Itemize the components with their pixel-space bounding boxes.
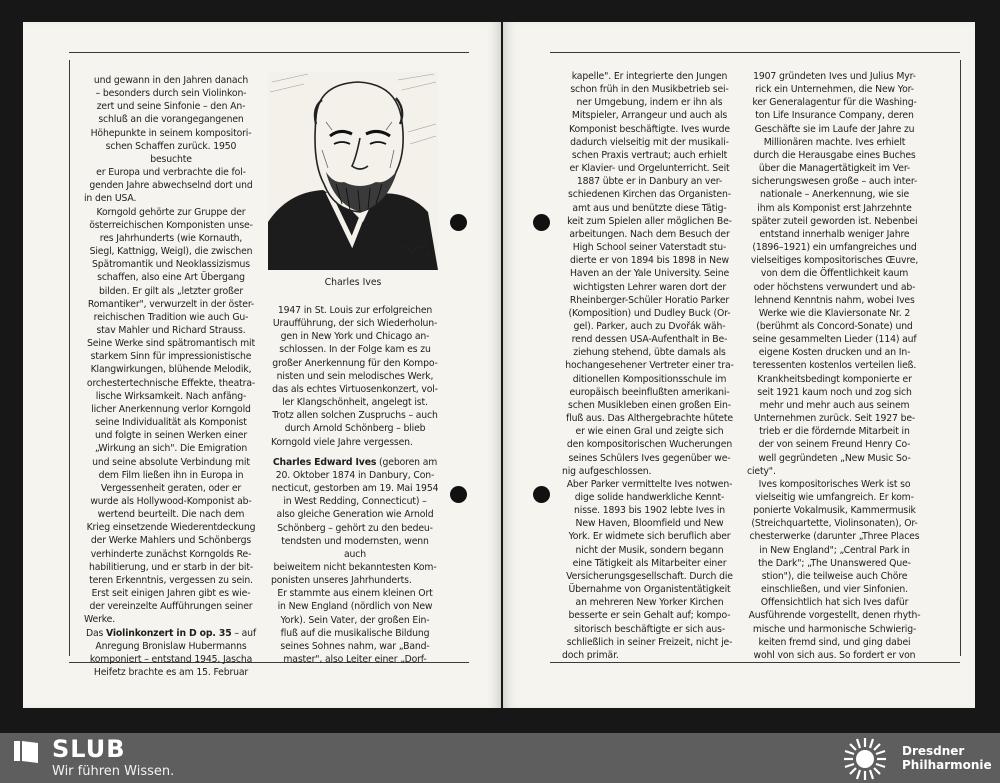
text-line: und folgte in seinen Werken einer	[94, 430, 248, 442]
text-line: ton Life Insurance Company, deren	[755, 110, 914, 122]
text-line: er Klavier- und Orgelunterricht. Seit	[569, 163, 730, 175]
text-line: licher Anerkennung verlor Korngold	[91, 403, 251, 415]
top-rule-left	[69, 52, 469, 53]
text-line: (Komposition) und Dudley Buck (Or-	[568, 307, 731, 319]
text-line: Aber Parker vermittelte Ives notwen-	[566, 478, 733, 490]
text-line: seines Schülers Ives gegenüber we-	[568, 452, 731, 464]
text-line: Korngold viele Jahre vergessen.	[271, 436, 413, 448]
text-line: nationale – Anerkennung, wie sie	[759, 189, 910, 201]
text-line: der Werke Mahlers und Schönbergs	[90, 535, 252, 547]
text-line: und seine absolute Verbindung mit	[92, 456, 250, 468]
text-line: habilitierung, und er starb in der bit-	[88, 561, 254, 573]
text-line: seines Sohnes nahm, war „Band-	[280, 640, 430, 652]
text-line: 1907 gründeten Ives und Julius Myr-	[753, 71, 916, 82]
text-line: Rheinberger-Schüler Horatio Parker	[569, 294, 730, 306]
text-column-2	[271, 304, 439, 664]
text-line: nisse. 1893 bis 1902 lebte Ives in	[574, 505, 725, 517]
text-line: fluß auf die musikalische Bildung	[280, 627, 430, 639]
text-line: entstand innerhalb weniger Jahre	[759, 228, 910, 240]
top-rule-right	[550, 52, 960, 53]
text-line: durch die Herausgabe eines Buches	[753, 149, 916, 161]
text-line: chesterwerke (darunter „Three Places	[749, 531, 920, 543]
text-line: Charles Edward Ives (geboren am	[272, 456, 438, 468]
text-line: well gegründeten „New Music So-	[758, 452, 911, 464]
slub-tagline: Wir führen Wissen.	[52, 764, 175, 779]
outer-rule-left	[69, 60, 70, 656]
charles-ives-portrait	[268, 72, 438, 270]
text-line: Heifetz brachte es am 15. Februar	[93, 667, 249, 679]
text-line: Ausführende vorgestellt, denen rhyth-	[748, 610, 921, 622]
text-line: eine Tätigkeit als Mitarbeiter einer	[572, 557, 727, 569]
dresdner-philharmonie-name: Dresdner Philharmonie	[902, 744, 992, 772]
text-line: der von seinem Freund Henry Co-	[758, 439, 911, 451]
text-line: Vergessenheit geraten, oder er	[100, 482, 242, 494]
text-line: er wie einen Gral und zeigte sich	[575, 426, 724, 438]
text-line: schen Schaffen zurück. 1950 besuchte	[105, 140, 237, 165]
text-line: necticut, gestorben am 19. Mai 1954	[271, 483, 439, 495]
punch-hole-right-upper	[533, 214, 550, 231]
text-line: Ives kompositorisches Werk ist so	[758, 478, 911, 490]
text-line: schlossen. In der Folge kam es zu	[279, 344, 431, 356]
paragraph-gap	[271, 449, 439, 456]
text-column-3	[562, 70, 737, 664]
text-line: Mitspieler, Arrangeur und auch als	[571, 110, 728, 122]
text-line: ponisten unseres Jahrhunderts.	[271, 575, 412, 587]
text-line: ziehung stehend, übte damals als	[573, 347, 726, 359]
text-line: verhinderte zunächst Korngolds Re-	[90, 548, 252, 560]
dresdner-philharmonie-sun-icon	[842, 736, 888, 782]
text-line: zert und seine Sinfonie – den An-	[96, 101, 246, 113]
punch-hole-right-lower	[533, 486, 550, 503]
text-line: europäisch beeinflußten amerikani-	[569, 386, 730, 398]
text-line: wertend beurteilt. Die nach dem	[97, 509, 245, 521]
text-line: besserte er sein Gehalt auf; kompo-	[568, 610, 731, 622]
text-line: mehr und mehr auch aus seinem	[759, 399, 910, 411]
text-line: in den USA.	[84, 193, 137, 205]
text-line: Haven an der Yale University. Seine	[569, 268, 730, 280]
text-line: hochangesehener Vertreter einer tra-	[565, 360, 734, 372]
text-line: seine Individualität als Komponist	[95, 417, 247, 429]
text-line: (1896–1921) ein umfangreiches und	[752, 242, 917, 254]
text-line: nicht der Musik, sondern begann	[575, 544, 724, 556]
text-line: ditionellen Kompositionsschule im	[572, 373, 727, 385]
text-line: ler Klangschönheit, angelegt ist.	[282, 397, 428, 409]
text-line: Werke.	[84, 614, 116, 626]
text-line: starkem Sinn für impressionistische	[90, 351, 252, 363]
text-line: schaffen, also eine Art Übergang	[97, 272, 245, 284]
text-line: Offensichtlich hat sich Ives dafür	[760, 597, 909, 609]
text-line: das als echtes Virtuosenkonzert, vol-	[272, 383, 438, 395]
text-line: vielseitiges kompositorisches Œuvre,	[750, 255, 919, 267]
text-line: New Haven, Bloomfield und New	[575, 518, 724, 530]
text-column-4	[747, 70, 922, 664]
text-line: stav Mahler und Richard Strauss.	[96, 324, 246, 336]
text-line: York. Er widmete sich beruflich aber	[568, 531, 731, 543]
text-line: ciety".	[747, 465, 776, 477]
text-line: Siegl, Kattnigg, Weigl), die zwischen	[89, 246, 253, 258]
text-line: stion"), die teilweise auch Chöre	[761, 570, 908, 582]
text-line: dierte er von 1894 bis 1898 in New	[569, 255, 729, 267]
text-line: Spätromantik und Neoklassizismus	[92, 259, 250, 271]
text-line: Versicherungsgesellschaft. Durch die	[566, 570, 733, 582]
text-line: österreichischen Komponisten unse-	[89, 219, 253, 231]
text-line: schließlich in seiner Freizeit, nicht je-	[566, 636, 733, 648]
text-line: rend dessen USA-Aufenthalt in Be-	[571, 334, 728, 346]
text-line: Er stammte aus einem kleinen Ort	[277, 588, 433, 600]
text-line: ihm als Komponist erst Jahrzehnte	[757, 202, 912, 214]
text-line: Romantiker", verwurzelt in der öster-	[87, 298, 255, 310]
text-line: nig aufgeschlossen.	[562, 465, 652, 477]
text-line: lehnend Kenntnis nahm, wobei Ives	[754, 294, 915, 306]
text-line: Höhepunkte in seinem kompositori-	[90, 127, 252, 139]
text-line: also gleiche Generation wie Arnold	[276, 509, 434, 521]
text-line: 1887 übte er in Danbury an ver-	[576, 176, 723, 188]
text-line: amt aus und benützte diese Tätig-	[572, 202, 727, 214]
slub-book-icon	[12, 738, 42, 764]
text-line: kapelle". Er integrierte den Jungen	[571, 71, 728, 82]
outer-rule-right	[960, 60, 961, 656]
text-line: nisten und sein melodisches Werk,	[276, 370, 434, 382]
text-line: den kompositorischen Wucherungen	[566, 439, 733, 451]
text-line: Das Violinkonzert in D op. 35 – auf	[85, 627, 257, 639]
text-line: in New England (nördlich von New	[277, 601, 433, 613]
text-line: the Dark"; „The Unanswered Que-	[758, 557, 911, 569]
portrait-drawing	[268, 72, 438, 270]
text-line: 1947 in St. Louis zur erfolgreichen	[277, 305, 433, 316]
text-column-1	[84, 74, 258, 679]
text-line: genden Jahre abwechselnd dort und	[89, 180, 253, 192]
text-line: master", also Leiter einer „Dorf-	[283, 654, 427, 666]
text-line: – besonders durch sein Violinkon-	[95, 88, 247, 100]
text-line: bilden. Er gilt als „letzter großer	[98, 285, 244, 297]
text-line: und gewann in den Jahren danach	[93, 75, 249, 86]
text-line: fluß aus. Das Althergebrachte hütete	[566, 413, 733, 425]
text-line: teressenten kostenlos verteilen ließ.	[752, 360, 917, 372]
text-line: in New England"; „Central Park in	[759, 544, 910, 556]
text-line: Schönberg – gehört zu den bedeu-	[277, 522, 433, 534]
text-line: trieb er die fördernde Mitarbeit in	[759, 426, 910, 438]
text-line: Krieg einsetzende Wiederentdeckung	[86, 522, 256, 534]
text-line: Uraufführung, der sich Wiederholun-	[272, 318, 438, 330]
punch-hole-left-upper	[450, 214, 467, 231]
text-line: reichischen Tradition wie auch Gu-	[93, 311, 249, 323]
text-line: arbeitungen. Nach dem Besuch der	[569, 228, 730, 240]
text-line: Millionären machte. Ives erhielt	[763, 136, 906, 148]
text-line: keiten fremd sind, und ging dabei	[758, 636, 911, 648]
text-line: wurde als Hollywood-Komponist ab-	[90, 496, 252, 507]
text-line: dadurch vielseitig mit der musikali-	[570, 136, 729, 148]
punch-hole-left-lower	[450, 486, 467, 503]
text-line: Anregung Bronislaw Hubermanns	[95, 640, 247, 652]
text-line: Korngold gehörte zur Gruppe der	[96, 206, 246, 218]
text-line: dige solide handwerkliche Kennt-	[574, 492, 725, 503]
text-line: ner Umgebung, indem er ihn als	[576, 97, 723, 109]
text-line: schon früh in den Musikbetrieb sei-	[570, 84, 729, 96]
text-line: ponierte Vokalmusik, Kammermusik	[753, 505, 916, 517]
text-line: vielseitig wie umfangreich. Er kom-	[755, 492, 914, 503]
text-line: schiedenen Kirchen das Organisten-	[568, 189, 731, 201]
text-line: Klangwirkungen, blühende Melodik,	[90, 364, 252, 376]
text-line: Geschäfte sie im Laufe der Jahre zu	[754, 123, 915, 135]
text-line: in West Redding, Connecticut) –	[283, 496, 427, 508]
text-line: Werke wie die Klaviersonate Nr. 2	[758, 307, 911, 319]
text-line: oder höchstens verwundert und ab-	[753, 281, 916, 293]
text-line: später zuteil geworden ist. Nebenbei	[751, 215, 918, 227]
text-line: orchestertechnische Effekte, theatra-	[86, 377, 256, 389]
text-line: er Europa und verbrachte die fol-	[96, 167, 246, 179]
text-line: „Wirkung an sich". Die Emigration	[94, 443, 248, 455]
text-line: Unternehmen zurück. Seit 1927 be-	[753, 413, 916, 425]
text-line: sicherungswesen große – auch inter-	[751, 176, 918, 188]
text-line: Trotz allen solchen Zuspruchs – auch	[272, 410, 438, 422]
portrait-caption: Charles Ives	[324, 277, 382, 288]
text-line: Krankheitsbedingt komponierte er	[757, 373, 912, 385]
slub-name: SLUB	[52, 735, 126, 763]
text-line: schen Musikleben einen großen Ein-	[568, 399, 731, 411]
text-line: seit 1921 kaum noch und zog sich	[757, 386, 912, 398]
text-line: gen in New York und Chicago an-	[280, 331, 430, 343]
text-line: res Jahrhunderts (wie Kornauth,	[99, 232, 243, 244]
text-line: wichtigsten Lehrer waren dort der	[572, 281, 727, 293]
text-line: lische Wirksamkeit. Nach anfäng-	[95, 390, 247, 402]
text-line: der vereinzelte Aufführungen seiner	[89, 601, 253, 613]
text-line: sitorisch beschäftigte er sich aus-	[573, 623, 726, 635]
text-line: über die Managertätigkeit im Ver-	[758, 163, 911, 175]
text-line: gel). Parker, auch zu Dvořák wäh-	[573, 320, 726, 332]
text-line: doch primär.	[562, 649, 619, 661]
text-line: keit zum Spielen aller möglichen Be-	[567, 215, 732, 227]
text-line: Seine Werke sind spätromantisch mit	[87, 338, 255, 350]
text-line: (Streichquartette, Violinsonaten), Or-	[751, 518, 918, 530]
text-line: High School seiner Vaterstadt stu-	[572, 242, 727, 254]
text-line: großer Anerkennung für den Kompo-	[272, 357, 438, 369]
text-line: teren Erkenntnis, vergessen zu sein.	[89, 574, 253, 586]
text-line: tendsten und modernsten, wenn auch	[281, 535, 429, 560]
text-line: komponiert – entstand 1945. Jascha	[89, 653, 253, 665]
text-line: an mehreren New Yorker Kirchen	[575, 597, 724, 609]
text-line: dem Film ließen ihn in Europa in	[98, 469, 244, 481]
text-line: 20. Oktober 1874 in Danbury, Con-	[275, 469, 435, 481]
text-line: beiweitem nicht bekanntesten Kom-	[273, 561, 437, 573]
text-line: mische und harmonische Schwierig-	[752, 623, 917, 635]
text-line: Erst seit einigen Jahren gibt es wie-	[91, 588, 251, 600]
footer-bar	[0, 733, 1000, 783]
text-line: durch Arnold Schönberg – blieb	[284, 423, 426, 435]
text-line: York). Sein Vater, der großen Ein-	[280, 614, 430, 626]
text-line: ker Generalagentur für die Washing-	[752, 97, 917, 109]
text-line: Komponist beschäftigte. Ives wurde	[568, 123, 730, 135]
text-line: schluß an die vorangegangenen	[98, 114, 244, 126]
text-line: einschließen, und vier Sinfonien.	[761, 584, 908, 596]
text-line: wohl von sich aus. So fordert er von	[753, 649, 916, 661]
text-line: von dem die Öffentlichkeit kaum	[760, 268, 909, 280]
text-line: rick ein Unternehmen, die New Yor-	[755, 84, 914, 96]
text-line: Übernahme von Organistentätigkeit	[568, 584, 731, 596]
text-line: schen Praxis vertraut; auch erhielt	[571, 149, 728, 161]
text-line: seine gesammelten Lieder (114) auf	[752, 334, 917, 346]
text-line: eigene Kosten drucken und an In-	[758, 347, 911, 359]
text-line: (berühmt als Concord-Sonate) und	[756, 320, 913, 332]
